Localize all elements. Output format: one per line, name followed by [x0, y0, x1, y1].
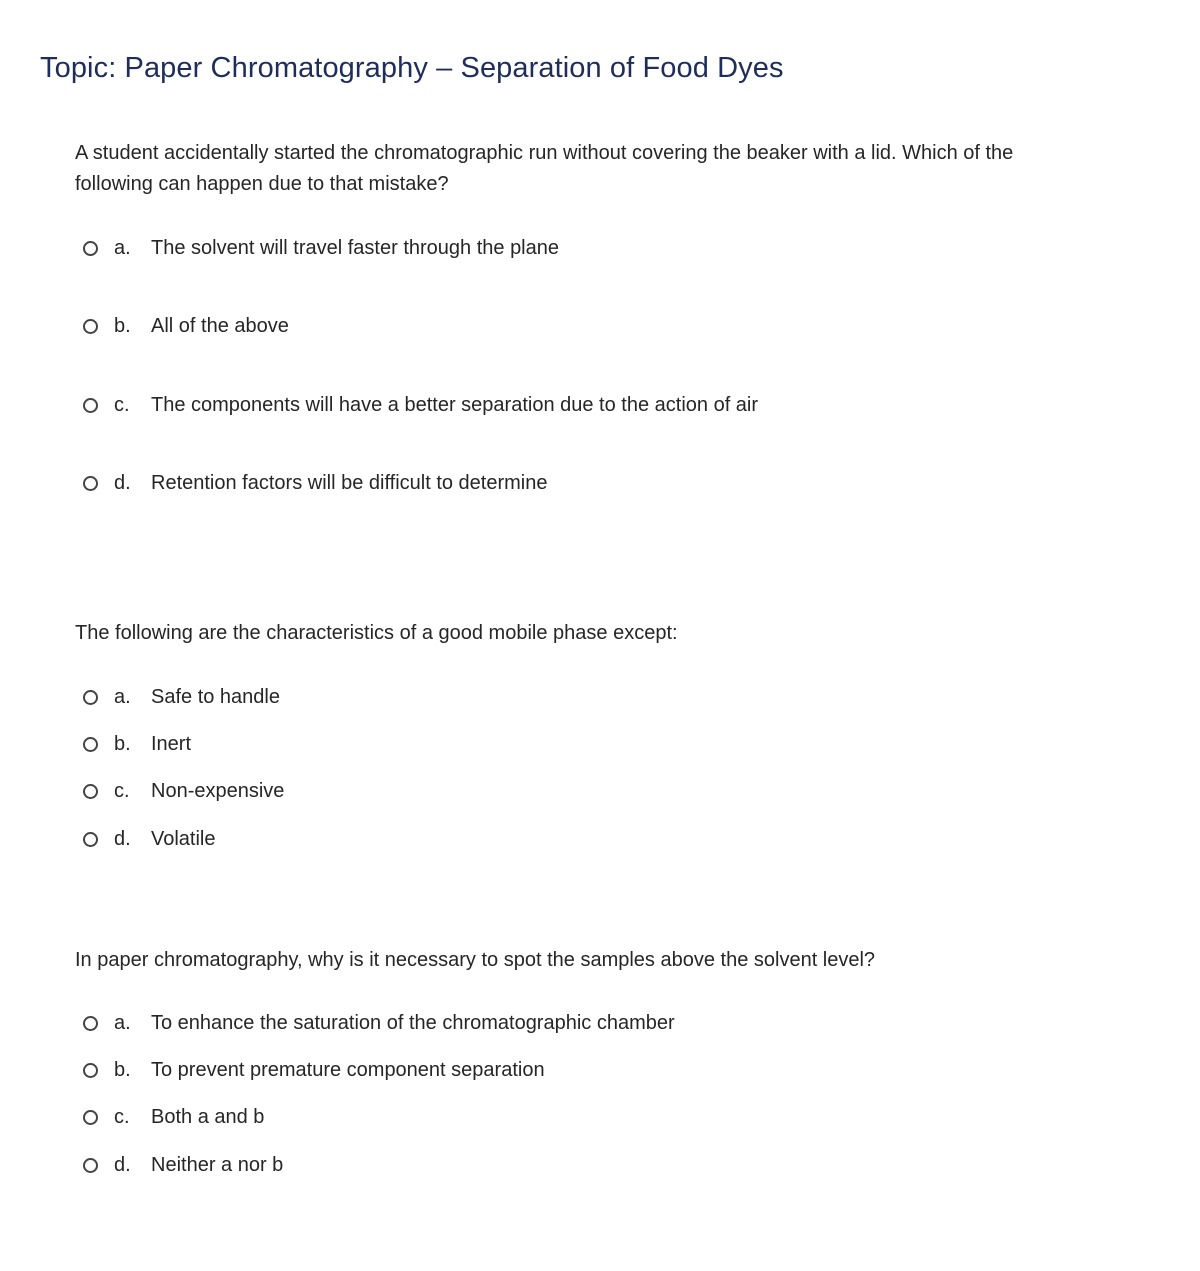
question-3-option-c[interactable] — [83, 1103, 264, 1131]
radio-button-icon[interactable] — [83, 1063, 98, 1078]
option-letter: a. — [114, 685, 131, 708]
option-label: To enhance the saturation of the chromatographic chamber — [151, 1011, 675, 1034]
option-label: All of the above — [151, 314, 289, 337]
option-label: Inert — [151, 732, 192, 755]
option-label: The components will have a better separation due to the action of air — [151, 393, 759, 416]
radio-button-icon[interactable] — [83, 241, 98, 256]
question-2-option-b[interactable] — [83, 730, 191, 758]
option-label: Retention factors will be difficult to determine — [151, 471, 548, 494]
option-label: Neither a nor b — [151, 1153, 284, 1176]
question-1-option-d[interactable] — [83, 469, 548, 497]
question-2-option-a[interactable] — [83, 683, 280, 711]
option-label: Volatile — [151, 827, 216, 850]
option-letter: d. — [114, 1153, 131, 1176]
option-label: The solvent will travel faster through the plane — [151, 236, 559, 259]
option-label: Non-expensive — [151, 779, 285, 802]
question-1-prompt: A student accidentally started the chromatographic run without covering the beaker with a lid. Which of the following can happen due to that mistake? — [75, 142, 1014, 195]
question-1-option-a[interactable] — [83, 234, 559, 262]
radio-button-icon[interactable] — [83, 832, 98, 847]
option-label: Safe to handle — [151, 685, 280, 708]
radio-button-icon[interactable] — [83, 476, 98, 491]
question-3-option-d[interactable] — [83, 1151, 283, 1179]
option-label: To prevent premature component separation — [151, 1058, 545, 1081]
option-letter: a. — [114, 236, 131, 259]
question-2-prompt: The following are the characteristics of a good mobile phase except: — [75, 622, 678, 644]
question-1-option-c[interactable] — [83, 391, 758, 419]
option-letter: d. — [114, 471, 131, 494]
option-label: Both a and b — [151, 1105, 265, 1128]
option-letter: c. — [114, 1105, 130, 1128]
option-letter: b. — [114, 732, 131, 755]
question-2-option-c[interactable] — [83, 777, 284, 805]
radio-button-icon[interactable] — [83, 1158, 98, 1173]
question-2-option-d[interactable] — [83, 825, 216, 853]
radio-button-icon[interactable] — [83, 319, 98, 334]
option-letter: d. — [114, 827, 131, 850]
radio-button-icon[interactable] — [83, 1016, 98, 1031]
radio-button-icon[interactable] — [83, 1110, 98, 1125]
radio-button-icon[interactable] — [83, 737, 98, 752]
radio-button-icon[interactable] — [83, 398, 98, 413]
radio-button-icon[interactable] — [83, 690, 98, 705]
radio-button-icon[interactable] — [83, 784, 98, 799]
option-letter: b. — [114, 1058, 131, 1081]
question-1-option-b[interactable] — [83, 312, 289, 340]
page-title: Topic: Paper Chromatography – Separation of Food Dyes — [40, 52, 784, 84]
option-letter: c. — [114, 393, 130, 416]
option-letter: c. — [114, 779, 130, 802]
option-letter: b. — [114, 314, 131, 337]
option-letter: a. — [114, 1011, 131, 1034]
question-3-option-a[interactable] — [83, 1009, 675, 1037]
question-3-option-b[interactable] — [83, 1056, 545, 1084]
question-3-prompt: In paper chromatography, why is it necessary to spot the samples above the solvent level? — [75, 949, 876, 971]
